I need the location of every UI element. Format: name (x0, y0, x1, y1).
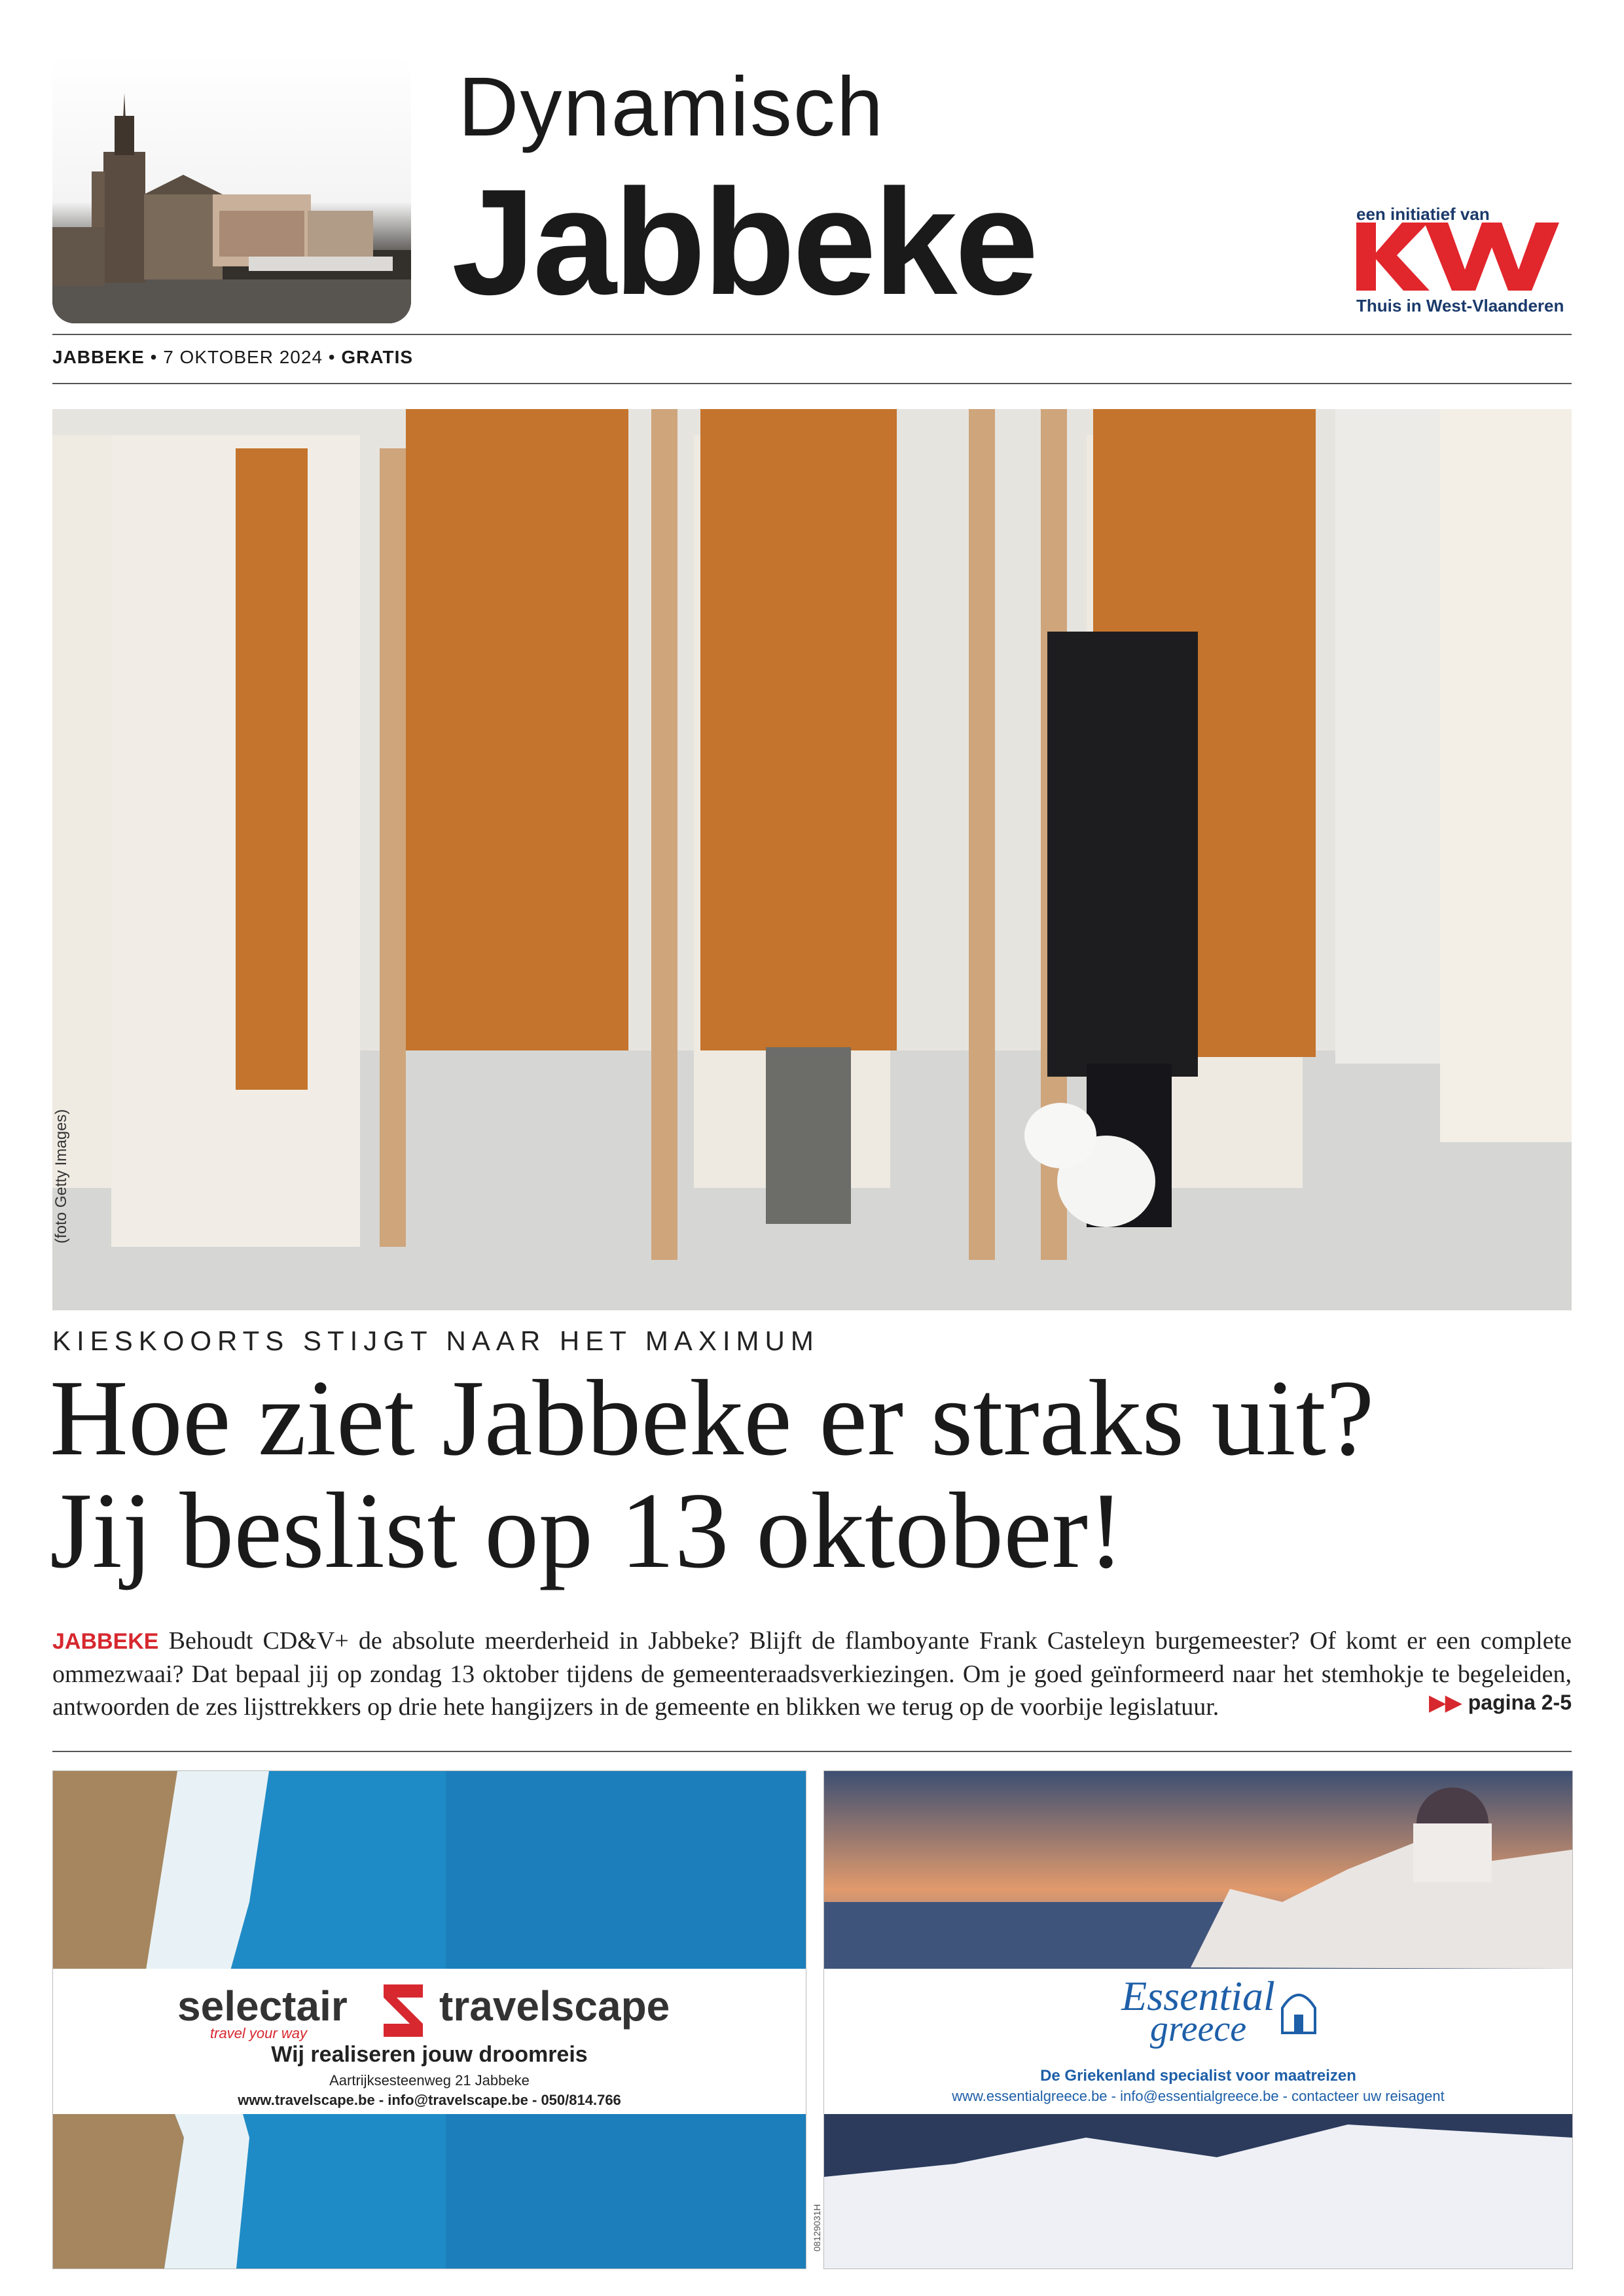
divider (52, 383, 1572, 384)
selectair-sub: travel your way (210, 2025, 307, 2041)
travelscape-contact[interactable]: www.travelscape.be - info@travelscape.be - 050/814.766 (238, 2092, 621, 2108)
double-chevron-right-icon: ▶▶ (1429, 1691, 1462, 1714)
masthead-church-photo (52, 54, 411, 323)
ad-travelscape[interactable] (52, 1770, 806, 2269)
travelscape-s-icon (377, 1978, 429, 2038)
hero-photo-voting-booths (52, 409, 1572, 1310)
voting-booths-illustration (52, 409, 1572, 1310)
greece-brand-line-1: Essential (1121, 1973, 1275, 2019)
travelscape-slogan: Wij realiseren jouw droomreis (271, 2042, 588, 2067)
kw-claim: Thuis in West-Vlaanderen (1356, 296, 1564, 315)
lead-text: Behoudt CD&V+ de absolute meerderheid in Jabbeke? Blijft de flamboyante Frank Casteleyn burgemeester? Of komt er een complete ommezwaai? Dat bepaal jij op zondag 13 oktober tijdens de gemeenteraadsverkiezingen. Om je goed geïnformeerd naar het stemhokje te begeleiden, antwoorden de zes lijsttrekkers op drie hete hangijzers in de gemeente en blikken we terug op de voorbije legislatuur. (52, 1627, 1572, 1721)
headline-line-1: Hoe ziet Jabbeke er straks uit? (50, 1357, 1375, 1478)
masthead-title-top: Dynamisch (458, 60, 885, 154)
dateline-date: 7 OKTOBER 2024 (163, 347, 323, 367)
church-dome-icon (1276, 1982, 1322, 2034)
article-headline (50, 1357, 1575, 1590)
church-illustration (52, 54, 411, 323)
divider (52, 1751, 1572, 1752)
kw-logo (1356, 221, 1578, 292)
headline-line-2: Jij beslist op 13 oktober! (50, 1470, 1125, 1590)
ad-code: 08129031H (812, 2204, 822, 2251)
ad-essential-greece[interactable] (823, 1770, 1573, 2269)
travelscape-brand: travelscape (439, 1982, 670, 2030)
selectair-brand: selectair (177, 1982, 348, 2030)
lead-place: JABBEKE (52, 1629, 159, 1654)
dateline: JABBEKE • 7 OKTOBER 2024 • GRATIS (52, 347, 414, 367)
article-kicker: KIESKOORTS STIJGT NAAR HET MAXIMUM (52, 1325, 820, 1356)
dateline-place: JABBEKE (52, 347, 145, 367)
travelscape-band (53, 1969, 806, 2114)
page-reference[interactable] (1430, 1690, 1572, 1715)
kw-tagline: een initiatief van (1356, 204, 1490, 224)
photo-credit (52, 1217, 71, 1244)
dateline-price: GRATIS (341, 347, 414, 367)
travelscape-address: Aartrijksesteenweg 21 Jabbeke (329, 2072, 530, 2089)
article-lead (52, 1624, 1572, 1723)
greece-contact[interactable]: www.essentialgreece.be - info@essentialgreece.be - contacteer uw reisagent (952, 2088, 1445, 2104)
greece-tagline: De Griekenland specialist voor maatreizen (1040, 2067, 1356, 2085)
page-reference-label: pagina 2-5 (1468, 1691, 1572, 1714)
masthead-title-main: Jabbeke (452, 158, 1036, 326)
greece-band (824, 1969, 1572, 2114)
greece-brand-line-2: greece (1149, 2009, 1247, 2049)
divider (52, 334, 1572, 335)
